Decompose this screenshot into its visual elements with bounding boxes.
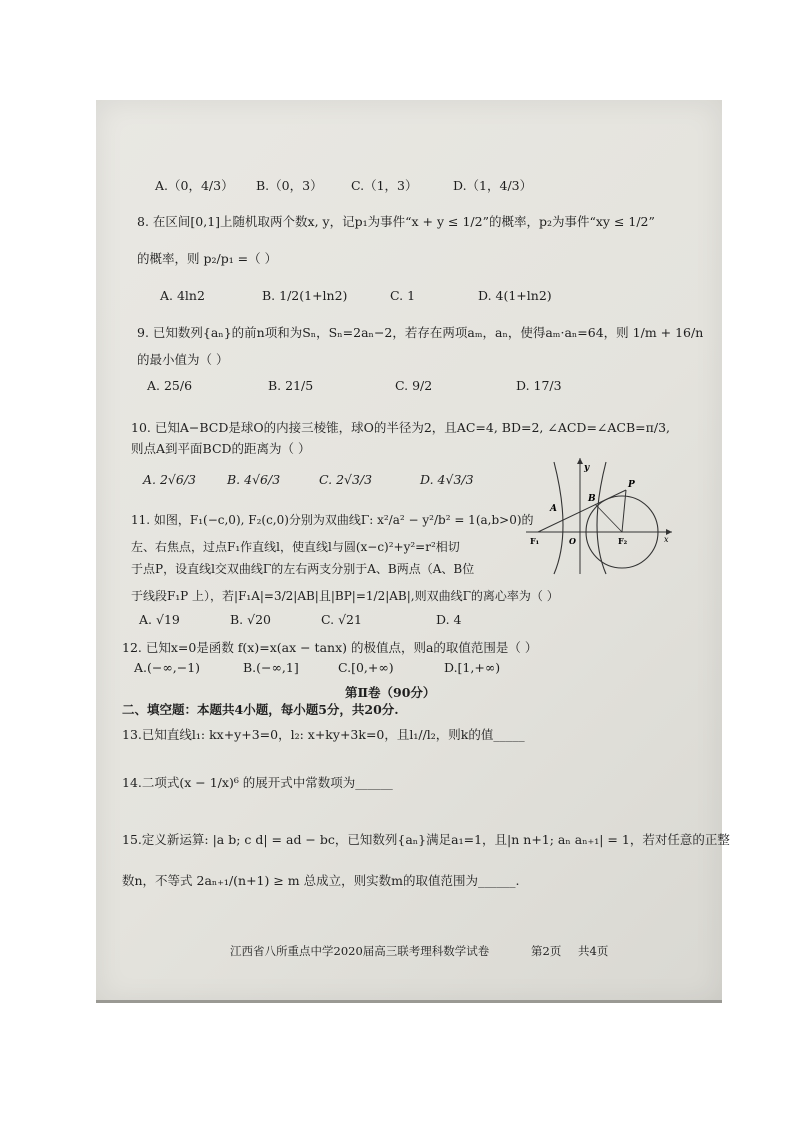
q8-text-line2: 的概率，则 p₂/p₁ =（ ） [137,251,278,266]
q8-text-line1: 8. 在区间[0,1]上随机取两个数x, y，记p₁为事件“x + y ≤ 1/2”的概率，p₂为事件“xy ≤ 1/2” [137,214,655,229]
label-p: P [628,480,635,490]
q11-option-b: B. √20 [230,612,272,627]
q10-text-line2: 则点A到平面BCD的距离为（ ） [131,441,311,456]
label-b: B [588,494,596,504]
q11-text-line2: 左、右焦点，过点F₁作直线l，使直线l与圆(x−c)²+y²=r²相切 [131,540,460,554]
q14-text: 14.二项式(x − 1/x)⁶ 的展开式中常数项为______ [122,775,393,790]
q9-text-line1: 9. 已知数列{aₙ}的前n项和为Sₙ，Sₙ=2aₙ−2，若存在两项aₘ，aₙ，使得aₘ·aₙ=64，则 1/m + 16/n [137,325,704,340]
footer-school: 江西省八所重点中学2020届高三联考理科数学试卷 [230,944,490,958]
label-x: x [664,535,669,544]
label-f1: F₁ [530,536,540,546]
q10-option-c: C. 2√3/3 [319,472,373,487]
q10-option-a: A. 2√6/3 [143,472,197,487]
q7-option-d: D.（1，4/3） [453,178,533,193]
label-a: A [550,504,557,514]
q8-option-b: B. 1/2(1+ln2) [262,288,348,303]
q15-text-line1: 15.定义新运算: |a b; c d| = ad − bc，已知数列{aₙ}满足a₁=1，且|n n+1; aₙ aₙ₊₁| = 1，若对任意的正整 [122,832,730,847]
q10-text-line1: 10. 已知A−BCD是球O的内接三棱锥，球O的半径为2，且AC=4, BD=2, ∠ACD=∠ACB=π/3, [131,420,670,435]
footer-page-number: 第2页 [531,944,562,958]
q9-text-line2: 的最小值为（ ） [137,352,229,367]
page-edge [96,1000,722,1003]
segment-bf2 [595,504,622,532]
q9-option-d: D. 17/3 [516,378,562,393]
q15-text-line2: 数n，不等式 2aₙ₊₁/(n+1) ≥ m 总成立，则实数m的取值范围为______. [122,873,520,888]
q11-hyperbola-figure [524,456,674,576]
q11-option-d: D. 4 [436,612,462,627]
label-y: y [584,463,590,473]
fill-blank-section-heading: 二、填空题：本题共4小题，每小题5分，共20分. [122,702,399,717]
q9-option-c: C. 9/2 [395,378,433,393]
q8-option-a: A. 4ln2 [160,288,205,303]
q11-text-line3: 于点P，设直线l交双曲线Γ的左右两支分别于A、B两点（A、B位 [131,562,475,576]
part2-title: 第Ⅱ卷（90分） [345,685,436,700]
label-f2: F₂ [618,536,628,546]
q11-option-c: C. √21 [321,612,362,627]
hyperbola-left-branch [554,462,563,574]
q7-option-a: A.（0，4/3） [155,178,234,193]
q12-option-c: C.[0,+∞) [338,660,394,675]
q12-option-a: A.(−∞,−1) [134,660,201,675]
q10-option-d: D. 4√3/3 [420,472,474,487]
q13-text: 13.已知直线l₁: kx+y+3=0，l₂: x+ky+3k=0，且l₁//l₂，则k的值_____ [122,727,525,742]
q12-option-d: D.[1,+∞) [444,660,501,675]
q11-option-a: A. √19 [139,612,180,627]
q7-option-b: B.（0，3） [256,178,323,193]
q9-option-b: B. 21/5 [268,378,314,393]
q7-option-c: C.（1，3） [351,178,418,193]
q10-option-b: B. 4√6/3 [227,472,281,487]
q11-text-line1: 11. 如图，F₁(−c,0), F₂(c,0)分别为双曲线Γ: x²/a² − y²/b² = 1(a,b>0)的 [131,513,534,527]
q8-option-d: D. 4(1+ln2) [478,288,552,303]
q8-option-c: C. 1 [390,288,416,303]
footer-total-pages: 共4页 [578,944,609,958]
hyperbola-right-branch [597,462,606,574]
label-o: O [569,536,576,546]
q12-option-b: B.(−∞,1] [243,660,299,675]
q9-option-a: A. 25/6 [147,378,193,393]
q11-text-line4: 于线段F₁P 上），若|F₁A|=3/2|AB|且|BP|=1/2|AB|,则双曲线Γ的离心率为（ ） [131,589,559,603]
q12-text-line1: 12. 已知x=0是函数 f(x)=x(ax − tanx) 的极值点，则a的取值范围是（ ） [122,640,538,655]
